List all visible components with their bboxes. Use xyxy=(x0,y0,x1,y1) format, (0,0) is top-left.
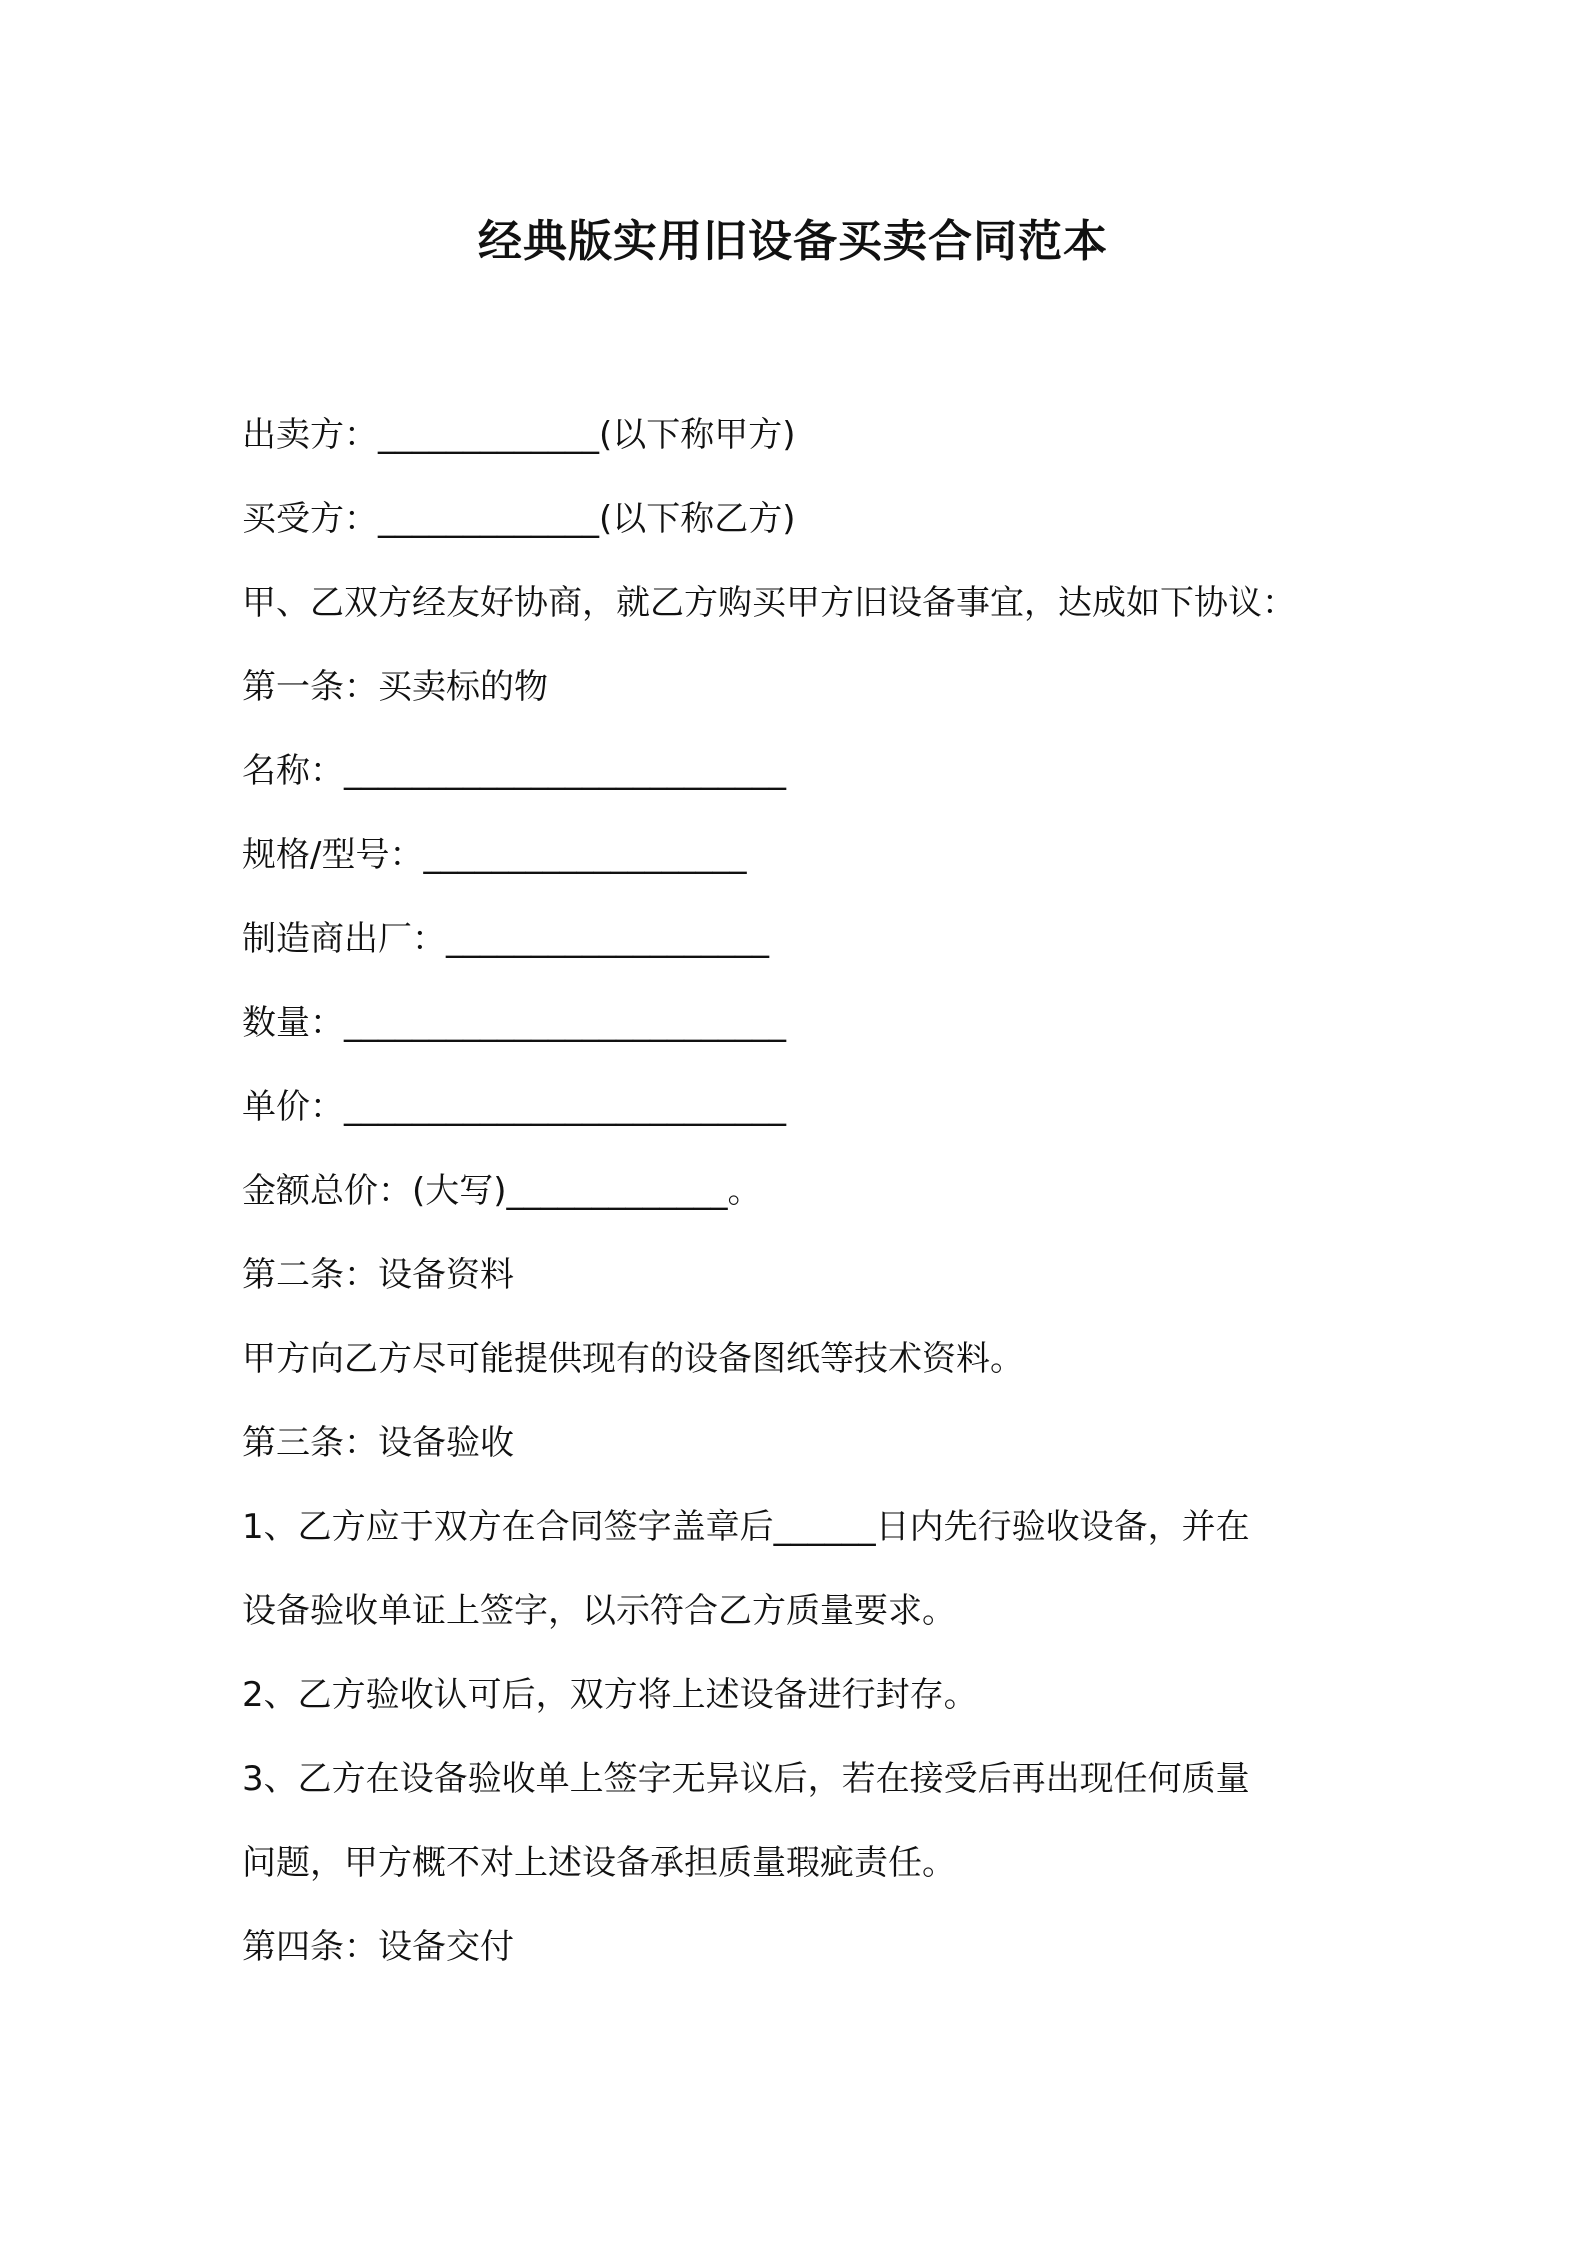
document-title: 经典版实用旧设备买卖合同范本 xyxy=(478,216,1108,267)
article-3-clause-2: 2、乙方验收认可后，双方将上述设备进行封存。 xyxy=(242,1675,978,1715)
item-unit-price-line: 单价：__________________________ xyxy=(242,1087,786,1127)
article-2-text: 甲方向乙方尽可能提供现有的设备图纸等技术资料。 xyxy=(242,1339,1024,1379)
item-quantity-line: 数量：__________________________ xyxy=(242,1003,786,1043)
agreement-intro: 甲、乙双方经友好协商，就乙方购买甲方旧设备事宜，达成如下协议： xyxy=(242,583,1296,623)
document-body xyxy=(242,407,1362,2003)
seller-line: 出卖方：_____________(以下称甲方) xyxy=(242,415,796,455)
item-spec-line: 规格/型号：___________________ xyxy=(242,835,747,875)
item-name-line: 名称：__________________________ xyxy=(242,751,786,791)
article-2-heading: 第二条：设备资料 xyxy=(242,1255,514,1295)
buyer-line: 买受方：_____________(以下称乙方) xyxy=(242,499,796,539)
article-4-heading: 第四条：设备交付 xyxy=(242,1927,514,1967)
item-total-line: 金额总价：(大写)_____________。 xyxy=(242,1171,762,1211)
article-3-clause-1a: 1、乙方应于双方在合同签字盖章后______日内先行验收设备，并在 xyxy=(242,1507,1250,1547)
item-manufacturer-line: 制造商出厂：___________________ xyxy=(242,919,769,959)
article-3-clause-3a: 3、乙方在设备验收单上签字无异议后，若在接受后再出现任何质量 xyxy=(242,1759,1250,1799)
article-3-clause-1b: 设备验收单证上签字，以示符合乙方质量要求。 xyxy=(242,1591,956,1631)
article-1-heading: 第一条：买卖标的物 xyxy=(242,667,548,707)
article-3-heading: 第三条：设备验收 xyxy=(242,1423,514,1463)
article-3-clause-3b: 问题，甲方概不对上述设备承担质量瑕疵责任。 xyxy=(242,1843,956,1883)
